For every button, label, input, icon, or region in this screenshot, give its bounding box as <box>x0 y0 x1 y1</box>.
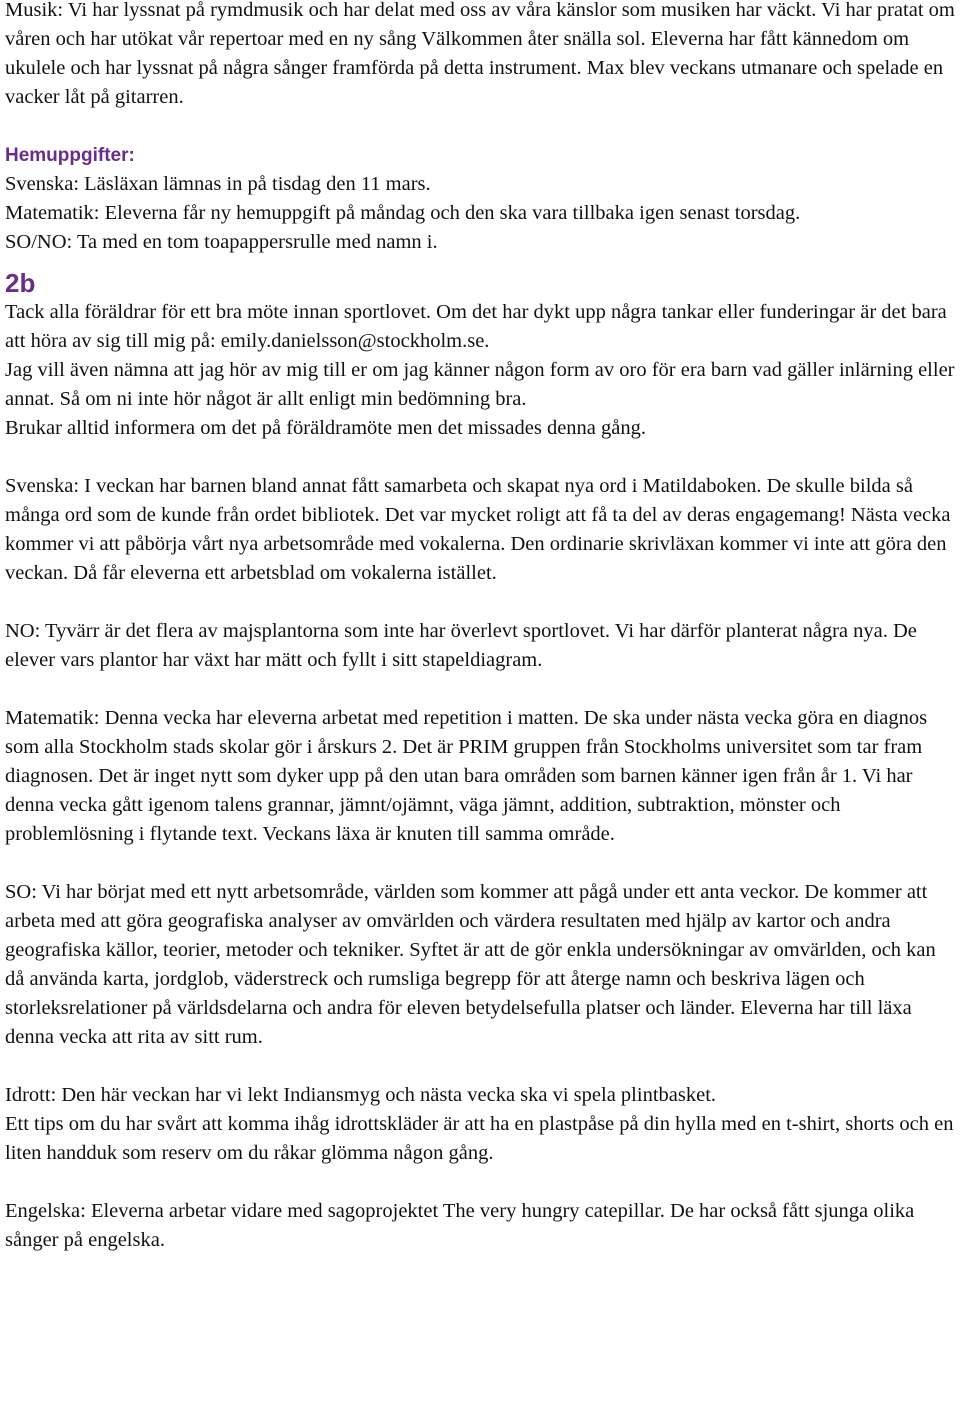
math-paragraph: Matematik: Denna vecka har eleverna arbetat med repetition i matten. De ska under nästa vecka göra en diagnos som alla Stockholm stads skolar gör i årskurs 2. Det är PRIM gruppen från Stockholms universitet som tar fram diagnosen. Det är inget nytt som dyker upp på den utan bara områden som barnen känner igen från år 1. Vi har denna vecka gått igenom talens grannar, jämnt/ojämnt, väga jämnt, addition, subtraktion, mönster och problemlösning i flytande text. Veckans läxa är knuten till samma område. <box>5 707 928 845</box>
so-paragraph: SO: Vi har börjat med ett nytt arbetsområde, världen som kommer att pågå under ett anta veckor. De kommer att arbeta med att göra geografiska analyser av omvärlden och värdera resultaten med hjälp av kartor och andra geografiska källor, teorier, metoder och tekniker. Syftet är att de gör enkla undersökningar av omvärlden, och kan då använda karta, jordglob, väderstreck och rumsliga begrepp för att återge namn och beskriva lägen och storleksrelationer på världsdelarna och andra för eleven betydelsefulla platser och länder. Eleverna har till läxa denna vecka att rita av sitt rum. <box>5 881 936 1048</box>
homework-swedish: Svenska: Läsläxan lämnas in på tisdag den 11 mars. <box>5 173 431 195</box>
spacer <box>5 675 957 704</box>
homework-so-no: SO/NO: Ta med en tom toapappersrulle med namn i. <box>5 231 438 253</box>
music-paragraph: Musik: Vi har lyssnat på rymdmusik och har delat med oss av våra känslor som musiken har väckt. Vi har pratat om våren och har utökat vår repertoar med en ny sång Välkommen åter snälla sol. Eleverna har fått kännedom om ukulele och har lyssnat på några sånger framförda på detta instrument. Max blev veckans utmanare och spelade en vacker låt på gitarren. <box>5 0 955 108</box>
spacer <box>5 112 957 141</box>
spacer <box>5 257 957 265</box>
spacer <box>5 588 957 617</box>
swedish-paragraph: Svenska: I veckan har barnen bland annat fått samarbeta och skapat nya ord i Matildaboken. De skulle bilda så många ord som de kunde från ordet bibliotek. Det var mycket roligt att få ta del av deras engagemang! Nästa vecka kommer vi att påbörja vårt nya arbetsområde med vokalerna. Den ordinarie skrivläxan kommer vi inte att göra den veckan. Då får eleverna ett arbetsblad om vokalerna istället. <box>5 475 951 584</box>
no-paragraph: NO: Tyvärr är det flera av majsplantorna som inte har överlevt sportlovet. Vi har därför planterat några nya. De elever vars plantor har växt har mätt och fyllt i sitt stapeldiagram. <box>5 620 917 671</box>
thanks-paragraph: Tack alla föräldrar för ett bra möte innan sportlovet. Om det har dykt upp några tankar eller funderingar är det bara att höra av sig till mig på: emily.danielsson@stockholm.se. <box>5 301 947 352</box>
concern-paragraph: Jag vill även nämna att jag hör av mig till er om jag känner någon form av oro för era barn vad gäller inlärning eller annat. Så om ni inte hör något är allt enligt min bedömning bra. <box>5 359 955 410</box>
pe-paragraph-2: Ett tips om du har svårt att komma ihåg idrottskläder är att ha en plastpåse på din hylla med en t-shirt, shorts och en liten handduk som reserv om du råkar glömma någon gång. <box>5 1113 954 1164</box>
spacer <box>5 1168 957 1197</box>
homework-heading: Hemuppgifter: <box>5 145 135 166</box>
spacer <box>5 443 957 472</box>
meeting-note: Brukar alltid informera om det på föräldramöte men det missades denna gång. <box>5 417 646 439</box>
english-paragraph: Engelska: Eleverna arbetar vidare med sagoprojektet The very hungry catepillar. De har också fått sjunga olika sånger på engelska. <box>5 1200 915 1251</box>
spacer <box>5 849 957 878</box>
homework-math: Matematik: Eleverna får ny hemuppgift på måndag och den ska vara tillbaka igen senast torsdag. <box>5 202 801 224</box>
pe-paragraph-1: Idrott: Den här veckan har vi lekt Indiansmyg och nästa vecka ska vi spela plintbasket. <box>5 1084 717 1106</box>
newsletter-page <box>5 0 957 1255</box>
class-heading: 2b <box>5 268 36 298</box>
spacer <box>5 1052 957 1081</box>
